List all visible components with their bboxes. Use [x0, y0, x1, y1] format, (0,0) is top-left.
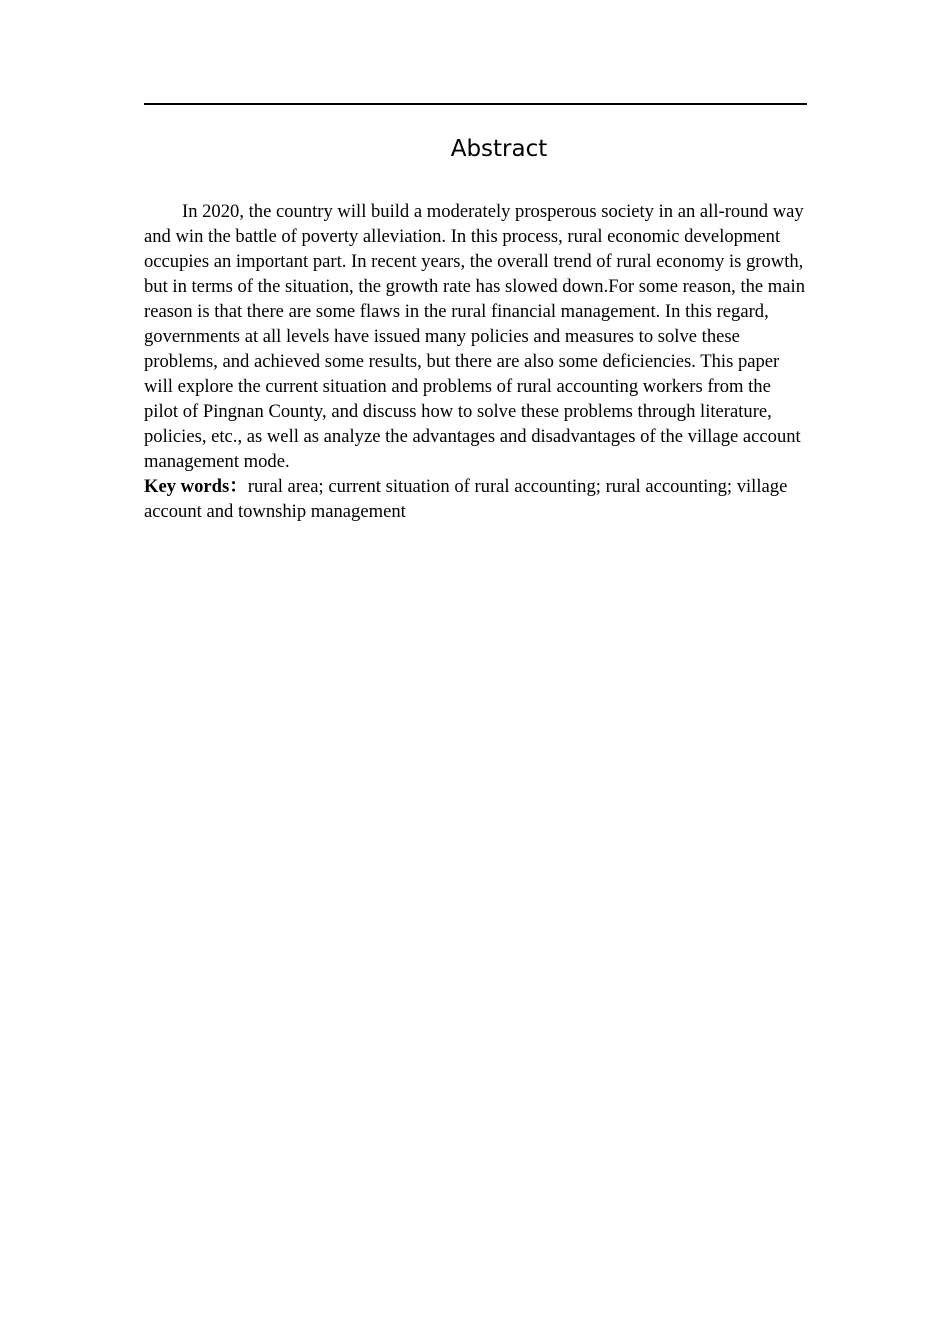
abstract-paragraph: In 2020, the country will build a moderately prosperous society in an all-round way and win the battle of poverty alleviation. In this process, rural economic development occupies an important part. In recent years, the overall trend of rural economy is growth, but in terms of the situation, the growth rate has slowed down.For some reason, the main reason is that there are some flaws in the rural financial management. In this regard, governments at all levels have issued many policies and measures to solve these problems, and achieved some results, but there are also some deficiencies. This paper will explore the current situation and problems of rural accounting workers from the pilot of Pingnan County, and discuss how to solve these problems through literature, policies, etc., as well as analyze the advantages and disadvantages of the village account management mode.: [144, 201, 805, 472]
keywords-text: rural area; current situation of rural accounting; rural accounting; village account and township management: [144, 476, 788, 522]
abstract-title: Abstract: [450, 136, 548, 162]
keywords-line: [144, 474, 807, 524]
header-rule: [144, 103, 807, 105]
keywords-label: Key words：: [144, 476, 248, 497]
